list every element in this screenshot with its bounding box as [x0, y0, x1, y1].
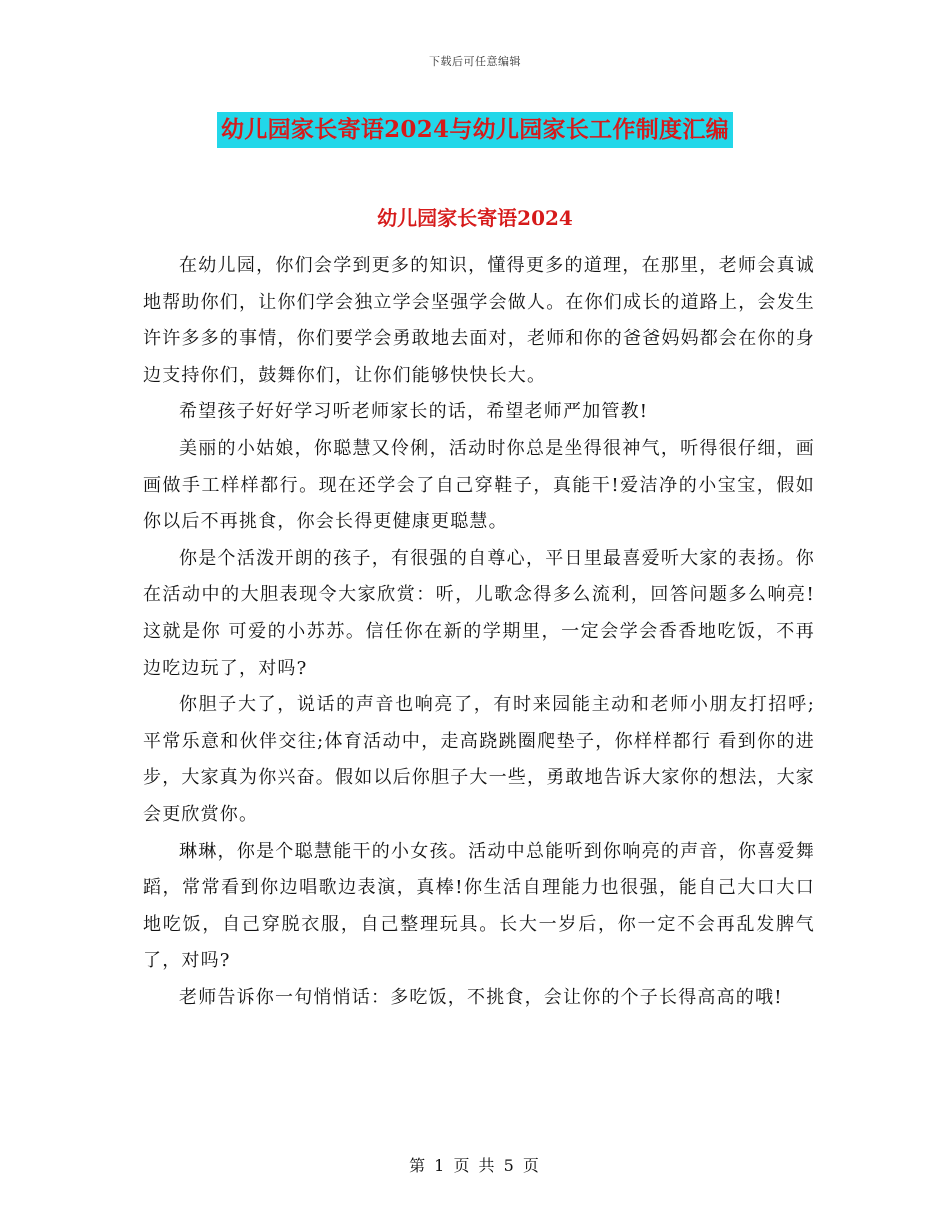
document-title: 幼儿园家长寄语2024与幼儿园家长工作制度汇编 — [217, 112, 733, 148]
paragraph: 在幼儿园，你们会学到更多的知识，懂得更多的道理，在那里，老师会真诚地帮助你们，让你们学会独立学会坚强学会做人。在你们成长的道路上，会发生许许多多的事情，你们要学会勇敢地去面对，老师和你的爸爸妈妈都会在你的身边支持你们，鼓舞你们，让你们能够快快长大。 — [143, 255, 815, 386]
document-title-container — [0, 112, 950, 148]
paragraph: 美丽的小姑娘，你聪慧又伶俐，活动时你总是坐得很神气，听得很仔细，画画做手工样样都行。现在还学会了自己穿鞋子，真能干!爱洁净的小宝宝，假如你以后不再挑食，你会长得更健康更聪慧。 — [143, 437, 815, 533]
paragraph: 你是个活泼开朗的孩子，有很强的自尊心，平日里最喜爱听大家的表扬。你在活动中的大胆表现令大家欣赏：听，儿歌念得多么流利，回答问题多么响亮!这就是你 可爱的小苏苏。信任你在新的学期里，一定会学会香香地吃饭，不再边吃边玩了，对吗? — [143, 547, 815, 679]
paragraph: 老师告诉你一句悄悄话：多吃饭，不挑食，会让你的个子长得高高的哦! — [179, 986, 783, 1008]
paragraph: 希望孩子好好学习听老师家长的话，希望老师严加管教! — [179, 401, 649, 423]
paragraph: 你胆子大了，说话的声音也响亮了，有时来园能主动和老师小朋友打招呼;平常乐意和伙伴交往;体育活动中，走高跷跳圈爬垫子，你样样都行 看到你的进步，大家真为你兴奋。假如以后你胆子大一些，勇敢地告诉大家你的想法，大家会更欣赏你。 — [143, 694, 815, 825]
page-number-footer: 第 1 页 共 5 页 — [409, 1156, 541, 1175]
section-title: 幼儿园家长寄语2024 — [377, 206, 573, 230]
document-body — [143, 222, 815, 1016]
paragraph: 琳琳，你是个聪慧能干的小女孩。活动中总能听到你响亮的声音，你喜爱舞蹈，常常看到你边唱歌边表演，真棒!你生活自理能力也很强，能自己大口大口地吃饭，自己穿脱衣服，自己整理玩具。长大一岁后，你一定不会再乱发脾气了，对吗? — [143, 840, 815, 972]
header-note: 下载后可任意编辑 — [429, 55, 521, 68]
